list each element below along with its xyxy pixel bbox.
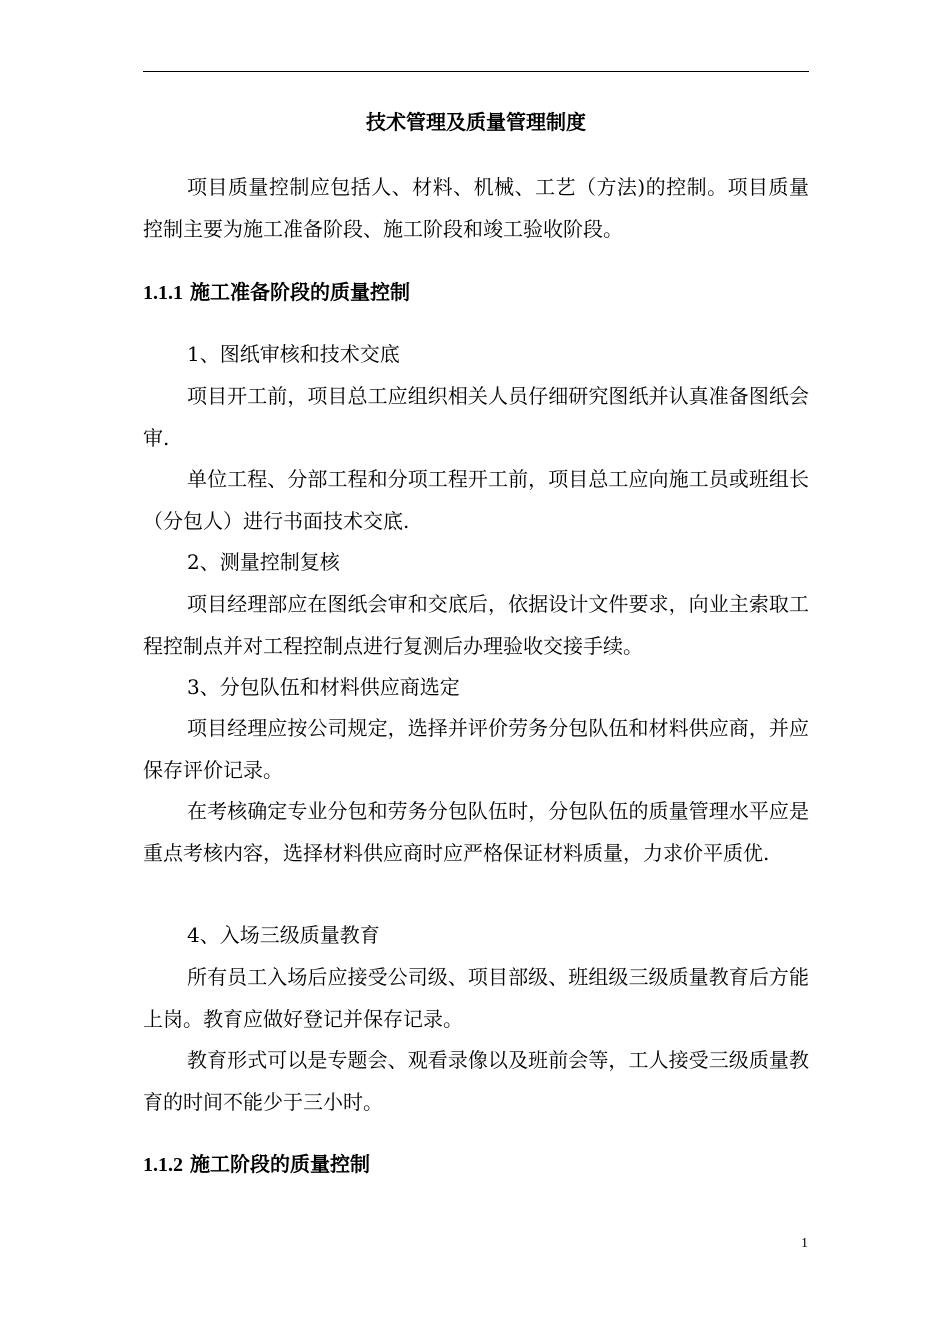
- list-item-heading: 2、测量控制复核: [187, 550, 340, 574]
- paragraph: 在考核确定专业分包和劳务分包队伍时，分包队伍的质量管理水平应是重点考核内容，选择材料供应商时应严格保证材料质量，力求价平质优.: [143, 799, 809, 865]
- paragraph: 项目经理应按公司规定，选择并评价劳务分包队伍和材料供应商，并应保存评价记录。: [143, 716, 809, 782]
- paragraph: 所有员工入场后应接受公司级、项目部级、班组级三级质量教育后方能上岗。教育应做好登记并保存记录。: [143, 965, 809, 1031]
- section-number: 1.1.1: [143, 282, 183, 304]
- list-item-heading: 1、图纸审核和技术交底: [187, 342, 400, 366]
- section-heading-1-1-1: [143, 276, 809, 309]
- page-number: 1: [801, 1236, 808, 1251]
- document-title: 技术管理及质量管理制度: [366, 110, 586, 134]
- paragraph: 项目经理部应在图纸会审和交底后，依据设计文件要求，向业主索取工程控制点并对工程控制点进行复测后办理验收交接手续。: [143, 592, 809, 658]
- section-number: 1.1.2: [143, 1154, 183, 1176]
- section-title: 施工准备阶段的质量控制: [183, 280, 410, 304]
- paragraph: 单位工程、分部工程和分项工程开工前，项目总工应向施工员或班组长（分包人）进行书面技术交底.: [143, 467, 809, 533]
- intro-paragraph: 项目质量控制应包括人、材料、机械、工艺（方法)的控制。项目质量控制主要为施工准备阶段、施工阶段和竣工验收阶段。: [143, 175, 809, 241]
- list-item-heading: 3、分包队伍和材料供应商选定: [187, 675, 460, 699]
- section-title: 施工阶段的质量控制: [183, 1152, 370, 1176]
- paragraph: 项目开工前，项目总工应组织相关人员仔细研究图纸并认真准备图纸会审.: [143, 384, 809, 450]
- paragraph: 教育形式可以是专题会、观看录像以及班前会等，工人接受三级质量教育的时间不能少于三小时。: [143, 1048, 809, 1114]
- header-rule: [143, 71, 809, 72]
- section-heading-1-1-2: [143, 1148, 809, 1181]
- list-item-heading: 4、入场三级质量教育: [187, 923, 380, 947]
